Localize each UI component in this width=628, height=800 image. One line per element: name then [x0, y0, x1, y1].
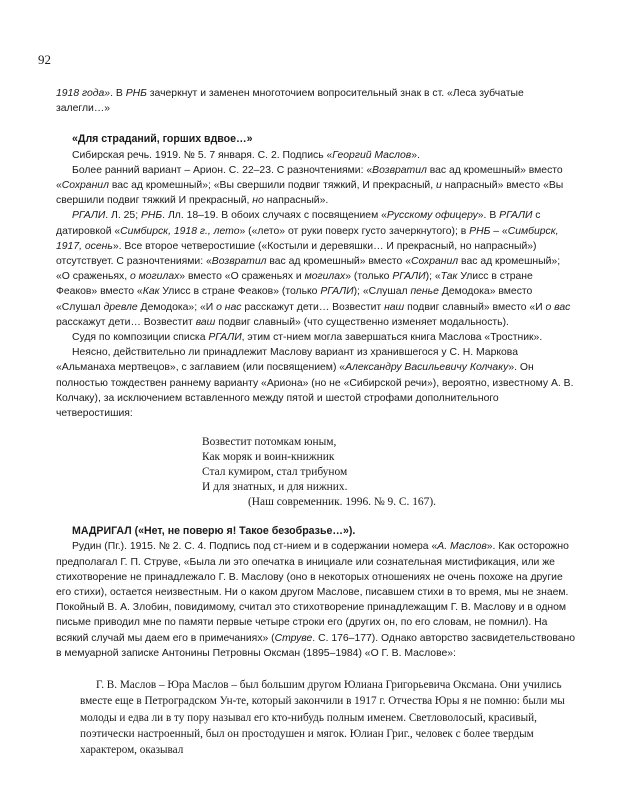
stanza-line: Стал кумиром, стал трибуном — [202, 466, 348, 479]
text: Улисс в стране Феаков» (только — [159, 286, 321, 298]
text: » (только — [345, 271, 393, 283]
stanza-line: И для знатных, и для нижних. — [202, 481, 348, 494]
italic-text: РГАЛИ — [392, 271, 426, 283]
italic-text: РГАЛИ — [208, 332, 242, 344]
italic-text: Сохранил — [61, 180, 109, 192]
italic-text: Так — [440, 271, 458, 283]
italic-text: РНБ — [469, 225, 491, 237]
text: подвиг славный» вместо «И — [404, 301, 546, 313]
italic-text: РНБ — [140, 210, 163, 222]
text: ); «Слушал — [353, 286, 411, 298]
italic-text: РГАЛИ — [499, 210, 533, 222]
text: Неясно, действительно ли принадлежит Маслову вариант из хранившегося у С. Н. Маркова «Альманаха мертвецов», с заглавием (или посвящением) « — [56, 347, 518, 374]
source-line — [56, 148, 576, 163]
variant-paragraph — [56, 163, 576, 209]
italic-text: но — [252, 195, 264, 207]
page-number: 92 — [38, 52, 51, 67]
italic-text: А. Маслов — [437, 541, 487, 553]
italic-text: Возвратил — [372, 164, 427, 176]
italic-text: РНБ — [125, 88, 147, 99]
text: . Лл. 18–19. В обоих случаях с посвящением « — [162, 210, 387, 222]
archive-paragraph — [56, 208, 576, 330]
text: вас ад кромешный» вместо « — [56, 164, 563, 192]
text: Улисс в стране Феаков» вместо « — [56, 271, 533, 298]
text: вас ад кромешный» вместо « — [266, 256, 411, 268]
text: – « — [490, 225, 508, 237]
intro-paragraph — [56, 86, 576, 116]
text: ». Все второе четверостишие («Костыли и деревяшки… И прекрасный, но напрасный») отсутствует. С разночтениями: « — [56, 240, 537, 268]
italic-text: о вас — [545, 301, 571, 313]
italic-text: Сохранил — [411, 256, 459, 268]
text: , этим ст-нием могла завершаться книга Маслова «Тростник». — [241, 332, 543, 344]
composition-paragraph — [56, 330, 576, 345]
madrigal-heading: МАДРИГАЛ («Нет, не поверю я! Такое безобразье…»). — [72, 525, 356, 538]
memoir-text: Г. В. Маслов – Юра Маслов – был большим другом Юлиана Григорьевича Оксмана. Они учились вместе еще в Петроградском Ун-те, который закончили в 1917 г. Отчества Юры я не помню: были мы молоды и едва ли в ту пору называл его кто-нибудь полным именем. Светловолосый, красивый, поэтически настроенный, был он простодушен и мягок. Юлиан Григ., человек с более твердым характером, оказывал — [80, 679, 565, 756]
text: » вместо «О сраженьях и — [179, 271, 305, 283]
text: » («лето» от руки поверх густо зачеркнутого); в — [239, 225, 470, 237]
stanza-attribution: (Наш современник. 1996. № 9. С. 167). — [248, 496, 436, 509]
italic-text: Симбирск, 1917, осень — [56, 225, 559, 252]
text: Рудин (Пг.). 1915. № 2. С. 4. Подпись под ст-нием и в содержании номера « — [72, 541, 438, 553]
text: . В — [110, 88, 126, 99]
stanza-line: Возвестит потомкам юным, — [202, 436, 337, 449]
italic-text: древле — [103, 301, 138, 313]
text: напрасный» вместо «Вы свершили подвиг тяжкий И прекрасный, — [56, 180, 564, 207]
text: Более ранний вариант – Арион. С. 22–23. С разночтениями: « — [72, 164, 373, 176]
text: напрасный». — [263, 195, 329, 207]
italic-text: Русскому офицеру — [386, 210, 478, 222]
italic-text: могилах — [304, 271, 346, 283]
text: Демодока»; «И — [137, 301, 217, 313]
italic-text: 1918 года» — [56, 88, 111, 99]
quoted-stanza — [202, 435, 576, 510]
italic-text: Струве — [274, 632, 313, 644]
italic-text: РГАЛИ — [320, 286, 354, 298]
stanza-line: Как моряк и воин-книжник — [202, 451, 335, 464]
italic-text: Симбирск, 1918 г., лето — [120, 225, 240, 237]
text: зачеркнут и заменен многоточием вопросительный знак в ст. «Леса зубчатые залегли…» — [56, 88, 524, 115]
text: ». — [411, 149, 420, 161]
text: Судя по композиции списка — [72, 332, 209, 344]
text: . Л. 25; — [105, 210, 141, 222]
text: расскажут дети… Возвестит — [56, 316, 196, 328]
madrigal-paragraph — [56, 539, 576, 661]
text: подвиг славный» (что существенно изменяет модальность). — [215, 316, 509, 328]
text: с датировкой « — [56, 210, 541, 237]
text: ». Как осторожно предполагал Г. П. Струве, «Была ли это опечатка в инициале или сознательная мистификация, или же стихотворение не принадлежало Г. В. Маслову (оно в некоторых отношениях не очень похоже на другие его стихи), остается неизвестным. Ни о каком другом Маслове, писавшем стихи в то время, мы не знаем. Покойный В. А. Злобин, повидимому, считал это стихотворение принадлежащим Г. В. Маслову и в одном письме приводил мне по памяти первые четыре строки его (других он, по его словам, не помнил). На всякий случай мы даем его в примечаниях» ( — [56, 541, 569, 644]
text: Демодока» вместо «Слушал — [56, 286, 533, 313]
italic-text: Как — [142, 286, 160, 298]
text: ». Он полностью тождествен раннему варианту «Ариона» (но не «Сибирской речи»), вероятно, известному А. В. Колчаку), за исключением вставленного между пятой и шестой строфами дополнительного четверостишия: — [56, 362, 574, 420]
text: вас ад кромешный»; «О сраженьях, — [56, 256, 561, 283]
text: вас ад кромешный»; «Вы свершили подвиг тяжкий, И прекрасный, — [108, 180, 436, 192]
text: . С. 176–177). Однако авторство засвидетельствовано в мемуарной записке Антонины Петровны Оксман (1895–1984) «О Г. В. Маслове»: — [56, 632, 576, 659]
italic-text: Возвратил — [211, 256, 267, 268]
italic-text: пенье — [410, 286, 439, 298]
italic-text: и — [436, 180, 442, 192]
poem-title-heading: «Для страданий, горших вдвое…» — [72, 133, 253, 146]
text: Сибирская речь. 1919. № 5. 7 января. С. 2. Подпись « — [72, 149, 333, 161]
italic-text: о нас — [216, 301, 242, 313]
italic-text: Георгий Маслов — [332, 149, 412, 161]
italic-text: ваш — [195, 316, 216, 328]
italic-text: наш — [384, 301, 405, 313]
text: расскажут дети… Возвестит — [241, 301, 385, 313]
memoir-quote — [56, 677, 576, 758]
italic-text: РГАЛИ — [72, 210, 106, 222]
text: ». В — [477, 210, 500, 222]
italic-text: о могилах — [129, 271, 180, 283]
text: ); « — [425, 271, 441, 283]
almanac-paragraph — [56, 345, 576, 421]
page-body — [56, 86, 576, 758]
italic-text: Александру Васильевичу Колчаку — [345, 362, 509, 374]
